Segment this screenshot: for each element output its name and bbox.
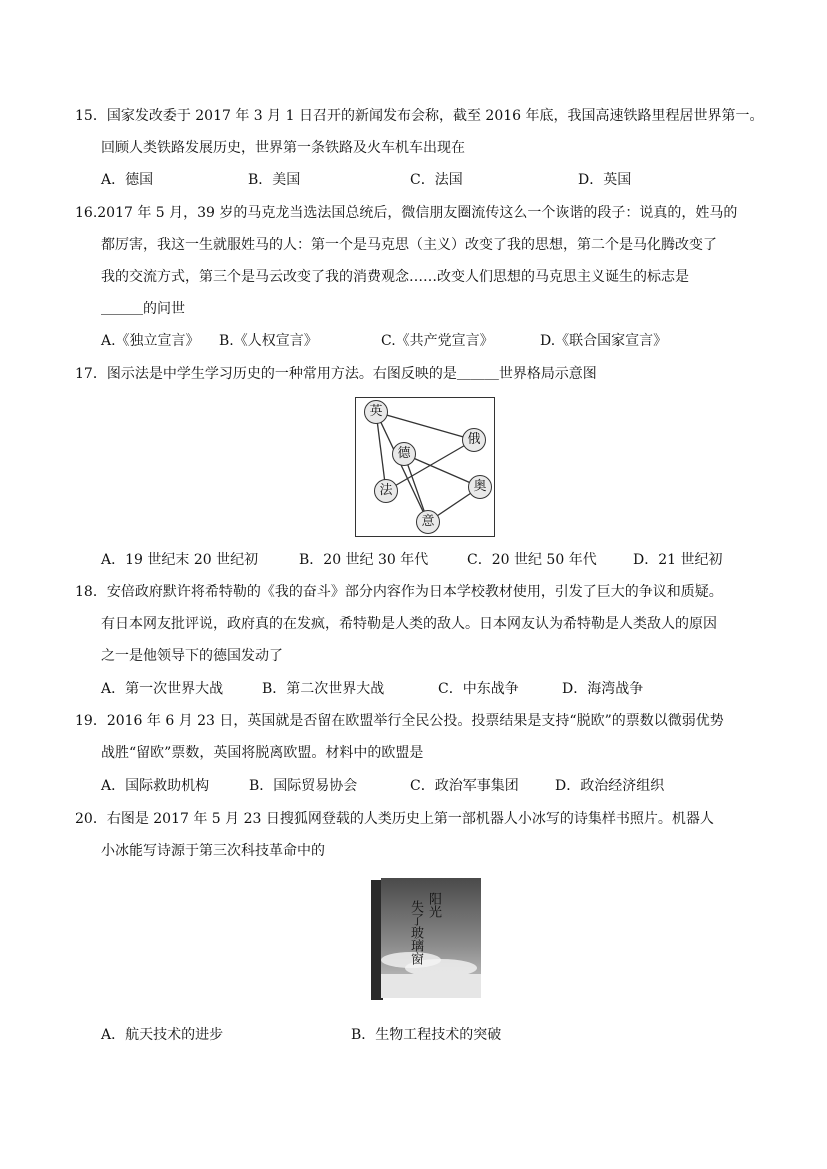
q16-option-a[interactable]: A.《独立宣言》: [101, 333, 200, 349]
q20-option-a[interactable]: A．航天技术的进步: [101, 1027, 224, 1043]
q16-option-c[interactable]: C.《共产党宣言》: [381, 333, 494, 349]
q16-stem-line2: 都厉害，我这一生就服姓马的人：第一个是马克思（主义）改变了我的思想，第二个是马化腾改变了: [101, 237, 717, 253]
q17-stem-line1: 17．图示法是中学生学习历史的一种常用方法。右图反映的是＿＿＿世界格局示意图: [75, 366, 597, 382]
q15-option-c[interactable]: C．法国: [410, 172, 463, 188]
q15-option-a[interactable]: A．德国: [101, 172, 154, 188]
q19-option-c[interactable]: C．政治军事集团: [410, 778, 519, 794]
q16-option-d[interactable]: D.《联合国家宣言》: [540, 333, 668, 349]
q18-option-c[interactable]: C．中东战争: [438, 681, 519, 697]
q19-stem-line1: 19．2016 年 6 月 23 日，英国就是否留在欧盟举行全民公投。投票结果是支持“脱欧”的票数以微弱优势: [75, 713, 724, 729]
q19-stem-line2: 战胜“留欧”票数，英国将脱离欧盟。材料中的欧盟是: [101, 745, 424, 761]
node-russia: 俄: [462, 428, 486, 452]
q20-option-b[interactable]: B．生物工程技术的突破: [351, 1027, 502, 1043]
q16-stem-line4: ＿＿＿的问世: [101, 301, 185, 317]
q18-option-a[interactable]: A．第一次世界大战: [101, 681, 224, 697]
q19-option-d[interactable]: D．政治经济组织: [555, 778, 665, 794]
q18-option-b[interactable]: B．第二次世界大战: [262, 681, 385, 697]
q18-stem-line3: 之一是他领导下的德国发动了: [101, 648, 283, 664]
node-germany: 德: [392, 442, 416, 466]
q15-option-d[interactable]: D．英国: [578, 172, 632, 188]
q17-option-a[interactable]: A．19 世纪末 20 世纪初: [101, 552, 259, 568]
q16-option-b[interactable]: B.《人权宣言》: [219, 333, 318, 349]
node-france: 法: [374, 479, 398, 503]
q15-stem-line2: 回顾人类铁路发展历史，世界第一条铁路及火车机车出现在: [101, 140, 465, 156]
node-britain: 英: [364, 400, 388, 424]
node-austria: 奥: [468, 475, 492, 499]
q19-option-a[interactable]: A．国际救助机构: [101, 778, 210, 794]
edge-ying-yi: [376, 412, 428, 522]
book-title-col2: 失了玻璃窗: [408, 900, 423, 965]
q15-option-b[interactable]: B．美国: [248, 172, 301, 188]
edge-ying-e: [376, 412, 474, 440]
q18-stem-line1: 18．安倍政府默许将希特勒的《我的奋斗》部分内容作为日本学校教材使用，引发了巨大的争议和质疑。: [75, 584, 723, 600]
q19-option-b[interactable]: B．国际贸易协会: [249, 778, 358, 794]
q17-option-d[interactable]: D．21 世纪初: [633, 552, 723, 568]
q20-stem-line1: 20．右图是 2017 年 5 月 23 日搜狐网登载的人类历史上第一部机器人小冰写的诗集样书照片。机器人: [75, 811, 714, 827]
q17-option-b[interactable]: B．20 世纪 30 年代: [299, 552, 429, 568]
cover-bottom: [381, 974, 481, 998]
q16-stem-line3: 我的交流方式，第三个是马云改变了我的消费观念……改变人们思想的马克思主义诞生的标志是: [101, 269, 689, 285]
q16-stem-line1: 16.2017 年 5 月，39 岁的马克龙当选法国总统后，微信朋友圈流传这么一个诙谐的段子：说真的，姓马的: [75, 205, 738, 221]
q20-stem-line2: 小冰能写诗源于第三次科技革命中的: [101, 843, 325, 859]
q15-stem-line1: 15．国家发改委于 2017 年 3 月 1 日召开的新闻发布会称，截至 2016 年底，我国高速铁路里程居世界第一。: [75, 108, 764, 124]
q17-option-c[interactable]: C．20 世纪 50 年代: [467, 552, 597, 568]
node-italy: 意: [416, 510, 440, 534]
book-title-col1: 阳光: [426, 892, 441, 918]
poetry-book-photo: [371, 878, 481, 1000]
q18-option-d[interactable]: D．海湾战争: [562, 681, 644, 697]
q18-stem-line2: 有日本网友批评说，政府真的在发疯，希特勒是人类的敌人。日本网友认为希特勒是人类敌人的原因: [101, 616, 717, 632]
alliance-diagram: [355, 397, 495, 537]
